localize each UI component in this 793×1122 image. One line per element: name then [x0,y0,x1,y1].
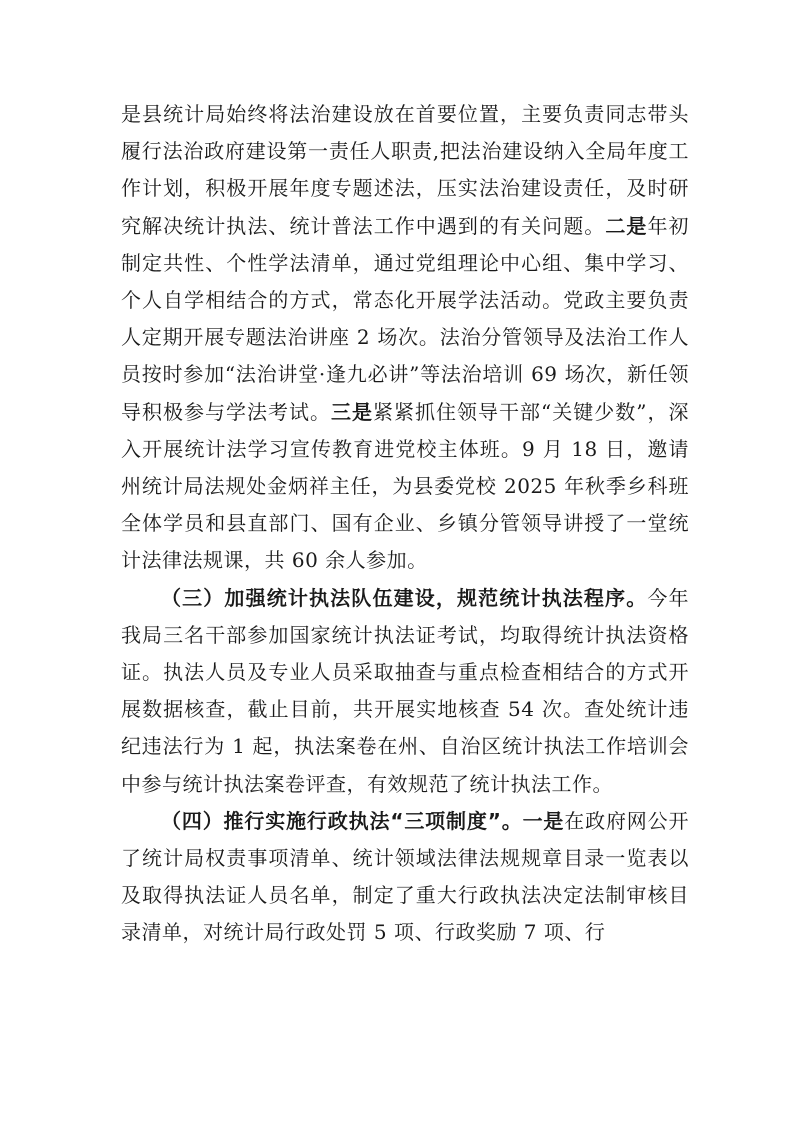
section-heading-three: （三）加强统计执法队伍建设，规范统计执法程序。 [161,585,648,610]
paragraph-leadership-and-study [121,96,689,580]
paragraph-text: 紧紧抓住领导干部“关键少数”，深入开展统计法学习宣传教育进党校主体班。9 月 18 日，邀请州统计局法规处金炳祥主任，为县委党校 2025 年秋季乡科班全体学员和县直部门、国有企业、乡镇分管领导讲授了一堂统计法律法规课，共 60 余人参加。 [121,399,690,573]
paragraph-text: 年初制定共性、个性学法清单，通过党组理论中心组、集中学习、个人自学相结合的方式，常态化开展学法活动。党政主要负责人定期开展专题法治讲座 2 场次。法治分管领导及法治工作人员按时参加“法治讲堂·逢九必讲”等法治培训 69 场次，新任领导积极参与学法考试。 [121,213,690,424]
bold-marker-second: 二是 [605,213,648,238]
section-heading-four: （四）推行实施行政执法“三项制度”。 [161,808,523,833]
bold-marker-first: 一是 [522,808,565,833]
paragraph-text: 是县统计局始终将法治建设放在首要位置，主要负责同志带头履行法治政府建设第一责任人职责,把法治建设纳入全局年度工作计划，积极开展年度专题述法，压实法治建设责任，及时研究解决统计执法、统计普法工作中遇到的有关问题。 [121,102,689,238]
bold-marker-third: 三是 [331,399,374,424]
paragraph-text: 在政府网公开了统计局权责事项清单、统计领域法律法规规章目录一览表以及取得执法证人员名单，制定了重大行政执法决定法制审核目录清单，对统计局行政处罚 5 项、行政奖励 7 项、行 [121,808,690,945]
document-body [121,96,689,952]
paragraph-enforcement-team [121,580,689,803]
paragraph-three-systems [121,803,689,952]
paragraph-text: 今年我局三名干部参加国家统计执法证考试，均取得统计执法资格证。执法人员及专业人员采取抽查与重点检查相结合的方式开展数据核查，截止目前，共开展实地核查 54 次。查处统计违纪违法行为 1 起，执法案卷在州、自治区统计执法工作培训会中参与统计执法案卷评查，有效规范了统计执法工作。 [121,585,690,796]
